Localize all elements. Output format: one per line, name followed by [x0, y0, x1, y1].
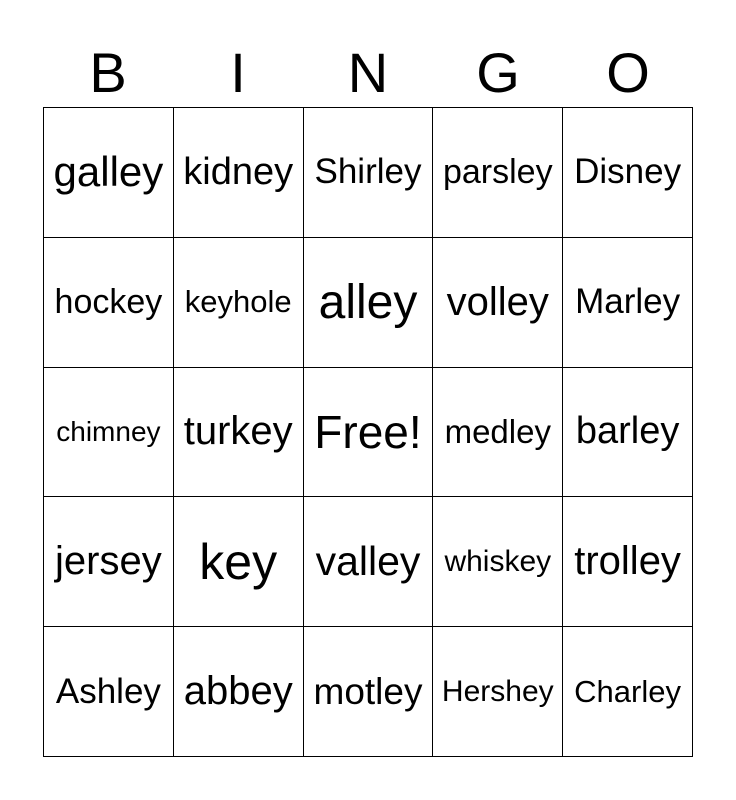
bingo-cell[interactable]: keyhole — [174, 238, 304, 368]
bingo-cell[interactable]: Ashley — [44, 627, 174, 757]
bingo-cell[interactable]: Free! — [304, 368, 434, 498]
bingo-cell[interactable]: trolley — [563, 497, 693, 627]
bingo-cell[interactable]: Marley — [563, 238, 693, 368]
bingo-cell[interactable]: Charley — [563, 627, 693, 757]
bingo-cell[interactable]: key — [174, 497, 304, 627]
bingo-cell[interactable]: Hershey — [433, 627, 563, 757]
header-letter-o: O — [606, 41, 650, 104]
bingo-cell[interactable]: valley — [304, 497, 434, 627]
header-letter-b: B — [89, 41, 127, 104]
bingo-cell[interactable]: parsley — [433, 108, 563, 238]
bingo-cell[interactable]: volley — [433, 238, 563, 368]
bingo-cell[interactable]: chimney — [44, 368, 174, 498]
bingo-cell[interactable]: galley — [44, 108, 174, 238]
bingo-header — [43, 42, 693, 104]
header-letter-i: I — [230, 41, 246, 104]
header-letter-g: G — [476, 41, 520, 104]
bingo-cell[interactable]: jersey — [44, 497, 174, 627]
bingo-cell[interactable]: abbey — [174, 627, 304, 757]
bingo-cell[interactable]: barley — [563, 368, 693, 498]
bingo-cell[interactable]: alley — [304, 238, 434, 368]
bingo-card-grid — [43, 107, 693, 757]
bingo-cell[interactable]: whiskey — [433, 497, 563, 627]
header-letter-n: N — [347, 41, 389, 104]
bingo-cell[interactable]: medley — [433, 368, 563, 498]
bingo-cell[interactable]: hockey — [44, 238, 174, 368]
bingo-cell[interactable]: Shirley — [304, 108, 434, 238]
bingo-cell[interactable]: turkey — [174, 368, 304, 498]
bingo-cell[interactable]: motley — [304, 627, 434, 757]
bingo-cell[interactable]: kidney — [174, 108, 304, 238]
bingo-cell[interactable]: Disney — [563, 108, 693, 238]
